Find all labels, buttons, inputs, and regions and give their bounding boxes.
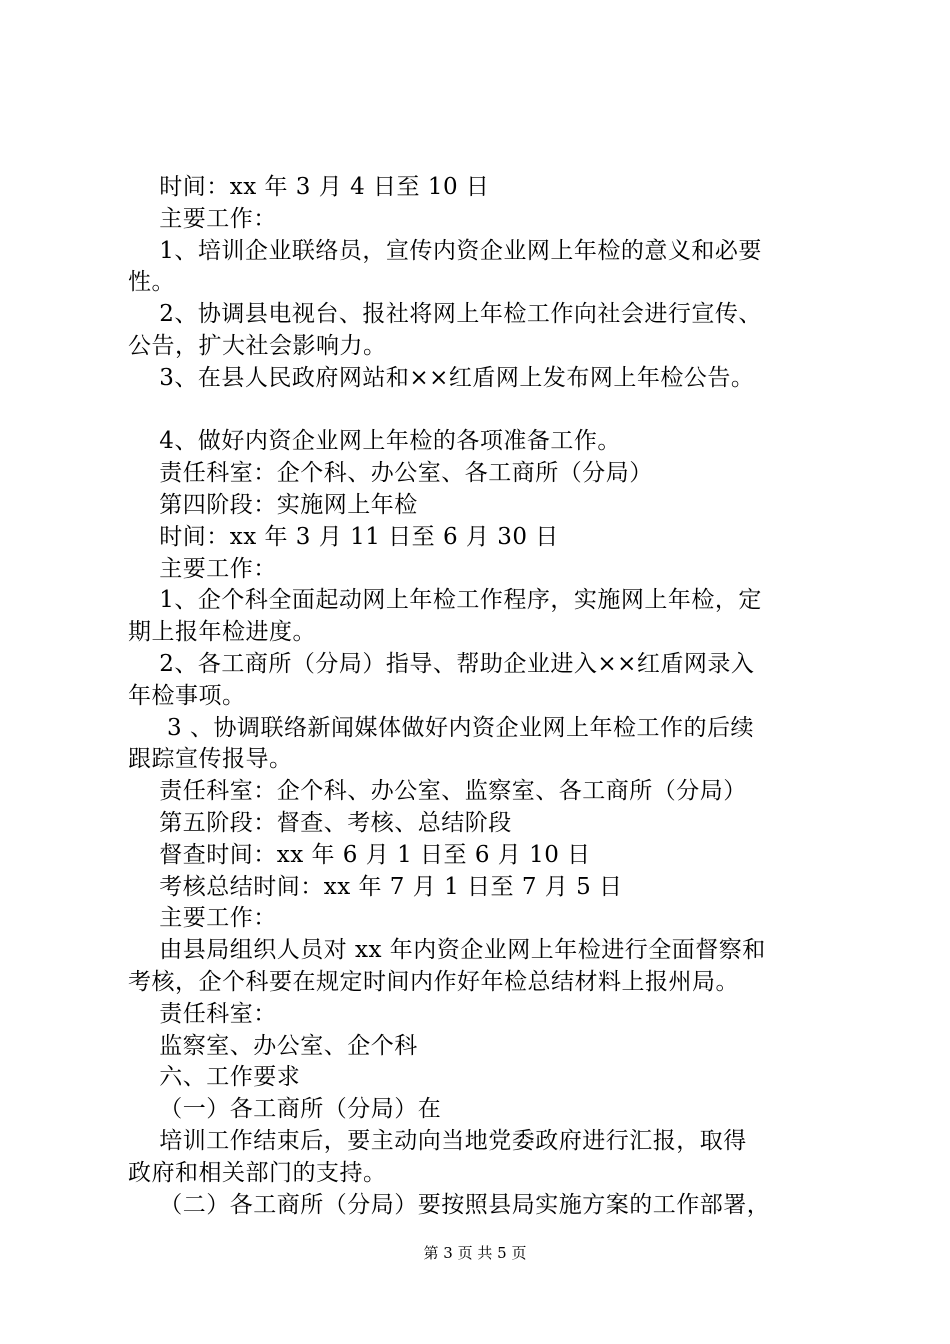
text-line: 4、做好内资企业网上年检的各项准备工作。	[128, 428, 621, 455]
text-line: 主要工作：	[128, 555, 277, 582]
text-line: 监察室、办公室、企个科	[128, 1032, 418, 1059]
text-line: 1、培训企业联络员，宣传内资企业网上年检的意义和必要	[128, 237, 762, 264]
page-footer: 第 3 页 共 5 页	[423, 1244, 527, 1262]
text-line: 由县局组织人员对 xx 年内资企业网上年检进行全面督察和	[128, 937, 766, 964]
text-line: 2、各工商所（分局）指导、帮助企业进入××红盾网录入	[128, 650, 755, 677]
text-line: 时间：xx 年 3 月 4 日至 10 日	[128, 174, 490, 200]
text-line: 督查时间：xx 年 6 月 1 日至 6 月 10 日	[128, 841, 591, 868]
text-line: 主要工作：	[128, 905, 277, 932]
text-line: 责任科室：企个科、办公室、各工商所（分局）	[128, 460, 653, 487]
text-line: 3、在县人民政府网站和××红盾网上发布网上年检公告。	[128, 364, 755, 391]
text-line: 时间：xx 年 3 月 11 日至 6 月 30 日	[128, 523, 559, 550]
text-line: 责任科室：	[128, 1000, 277, 1027]
text-line: 2、协调县电视台、报社将网上年检工作向社会进行宣传、	[128, 301, 762, 328]
text-line: 公告，扩大社会影响力。	[128, 332, 387, 359]
text-line: 考核，企个科要在规定时间内作好年检总结材料上报州局。	[128, 968, 739, 995]
text-line: （一）各工商所（分局）在	[128, 1096, 442, 1123]
text-line: （二）各工商所（分局）要按照县局实施方案的工作部署，	[128, 1191, 771, 1218]
text-line: 1、企个科全面起动网上年检工作程序，实施网上年检，定	[128, 587, 762, 614]
text-line: 跟踪宣传报导。	[128, 746, 293, 773]
text-line: 六、工作要求	[128, 1064, 301, 1091]
text-line: 培训工作结束后，要主动向当地党委政府进行汇报，取得	[128, 1127, 747, 1154]
text-line: 政府和相关部门的支持。	[128, 1159, 387, 1186]
text-line: 第四阶段：实施网上年检	[128, 491, 418, 518]
text-line: 责任科室：企个科、办公室、监察室、各工商所（分局）	[128, 778, 747, 805]
text-line: 主要工作：	[128, 205, 277, 232]
text-line: 第五阶段：督查、考核、总结阶段	[128, 809, 512, 836]
text-line: 考核总结时间：xx 年 7 月 1 日至 7 月 5 日	[128, 873, 623, 900]
document-body	[128, 172, 832, 1221]
blank-line	[128, 395, 832, 427]
text-line: 期上报年检进度。	[128, 619, 316, 646]
text-line: 年检事项。	[128, 682, 246, 709]
text-line: 3 、协调联络新闻媒体做好内资企业网上年检工作的后续	[128, 714, 754, 741]
text-line: 性。	[128, 269, 175, 296]
